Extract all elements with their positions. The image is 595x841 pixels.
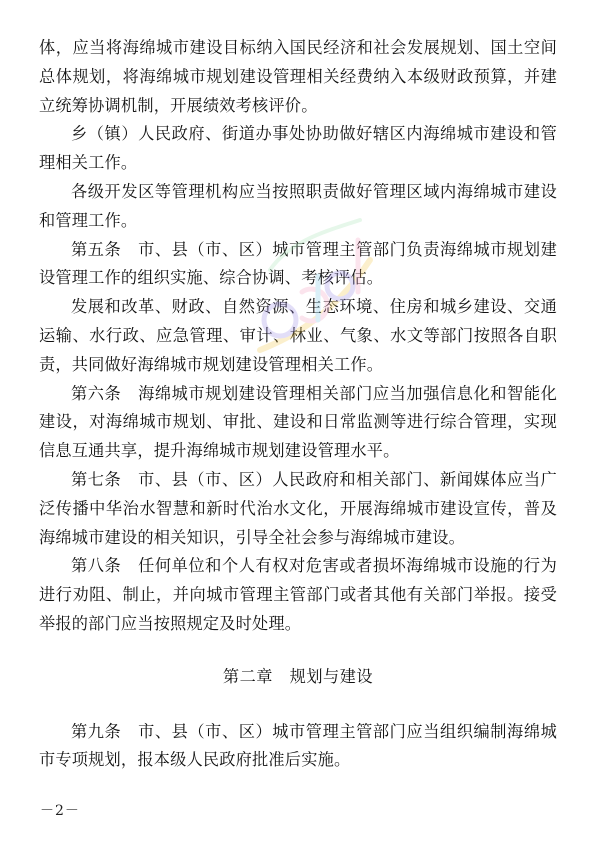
article-7: 第七条 市、县（市、区）人民政府和相关部门、新闻媒体应当广泛传播中华治水智慧和新时代治水文化，开展海绵城市建设宣传，普及海绵城市建设的相关知识，引导全社会参与海绵城市建设。 [39,469,557,547]
article-5: 第五条 市、县（市、区）城市管理主管部门负责海绵城市规划建设管理工作的组织实施、综合协调、考核评估。 [39,239,557,288]
page-number: －2－ [40,803,80,819]
paragraph-continuation: 体，应当将海绵城市建设目标纳入国民经济和社会发展规划、国土空间总体规划，将海绵城市规划建设管理相关经费纳入本级财政预算，并建立统筹协调机制，开展绩效考核评价。 [39,38,557,115]
paragraph-development-zones: 各级开发区等管理机构应当按照职责做好管理区域内海绵城市建设和管理工作。 [39,181,557,230]
paragraph-township: 乡（镇）人民政府、街道办事处协助做好辖区内海绵城市建设和管理相关工作。 [39,124,557,173]
article-6: 第六条 海绵城市规划建设管理相关部门应当加强信息化和智能化建设，对海绵城市规划、审批、建设和日常监测等进行综合管理，实现信息互通共享，提升海绵城市规划建设管理水平。 [39,383,557,461]
document-body [39,34,557,775]
paragraph-departments: 发展和改革、财政、自然资源、生态环境、住房和城乡建设、交通运输、水行政、应急管理、审计、林业、气象、水文等部门按照各自职责，共同做好海绵城市规划建设管理相关工作。 [39,297,557,374]
chapter-heading: 第二章 规划与建设 [222,666,374,686]
article-9: 第九条 市、县（市、区）城市管理主管部门应当组织编制海绵城市专项规划，报本级人民政府批准后实施。 [39,721,557,770]
article-8: 第八条 任何单位和个人有权对危害或者损坏海绵城市设施的行为进行劝阻、制止，并向城市管理主管部门或者其他有关部门举报。接受举报的部门应当按照规定及时处理。 [39,556,557,633]
